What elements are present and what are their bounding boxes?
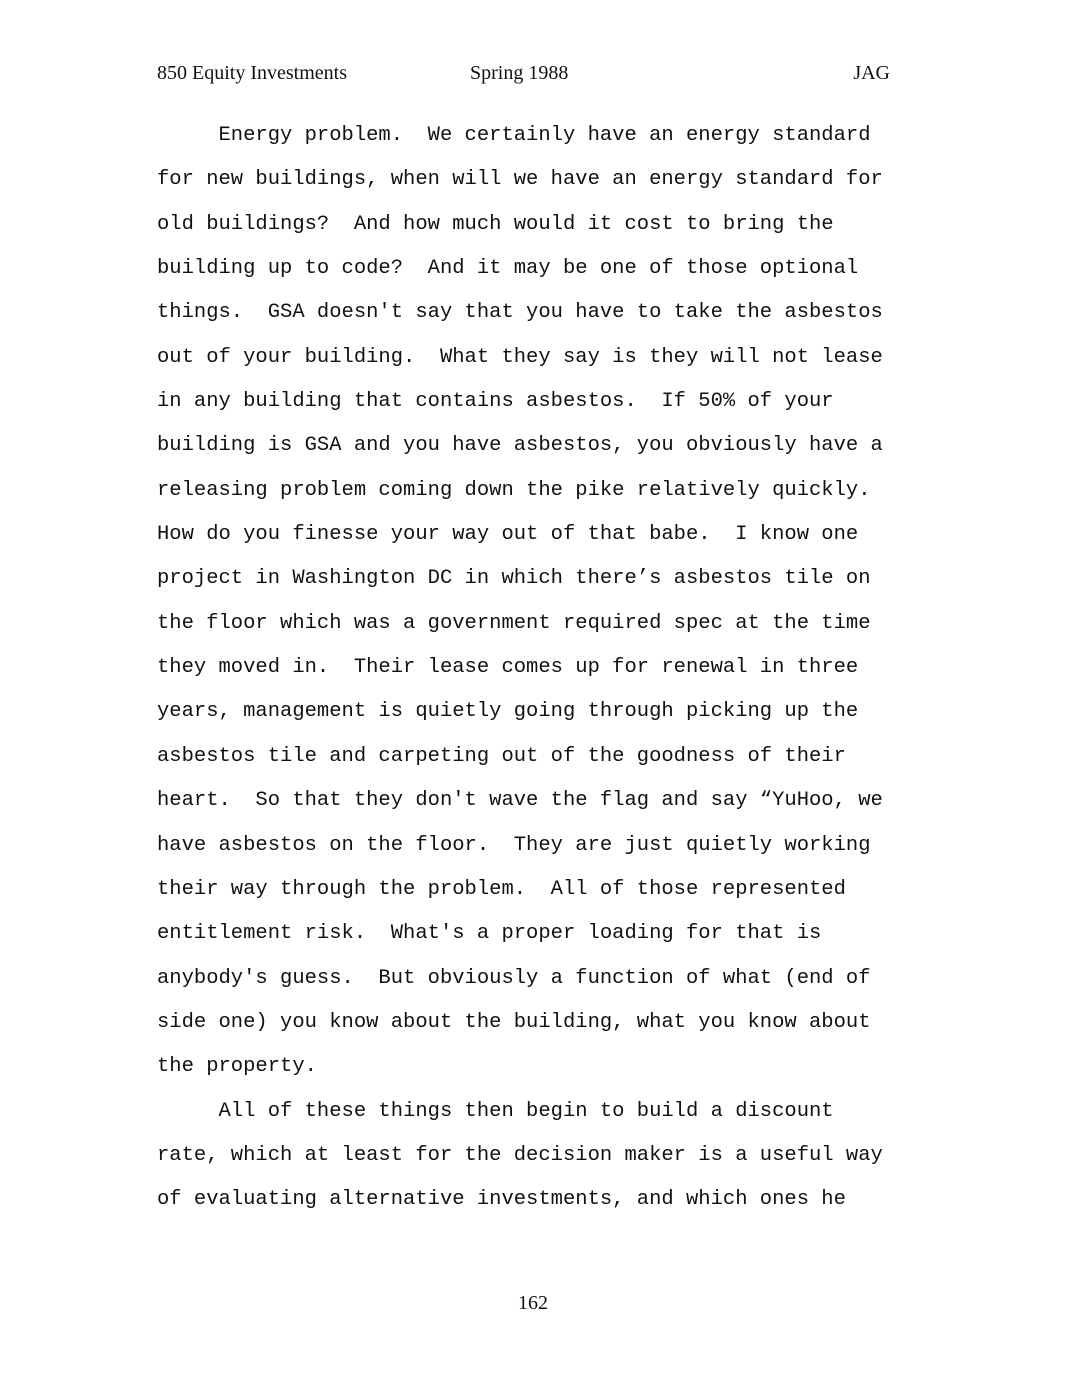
text-line: All of these things then begin to build a discount — [157, 1099, 834, 1123]
text-line: entitlement risk. What's a proper loading for that is — [157, 922, 822, 946]
text-line: building up to code? And it may be one of those optional — [157, 257, 859, 281]
text-line: years, management is quietly going through picking up the — [157, 700, 859, 724]
text-line: side one) you know about the building, what you know about — [157, 1010, 871, 1034]
text-line: heart. So that they don't wave the flag and say “YuHoo, we — [157, 789, 883, 813]
text-line: of evaluating alternative investments, and which ones he — [157, 1188, 846, 1212]
text-line: the property. — [157, 1055, 317, 1079]
text-line: How do you finesse your way out of that babe. I know one — [157, 523, 859, 547]
author-initials: JAG — [853, 62, 890, 84]
text-line: anybody's guess. But obviously a function of what (end of — [157, 966, 871, 990]
page-header — [157, 62, 890, 90]
text-line: Energy problem. We certainly have an energy standard — [157, 124, 871, 147]
text-line: old buildings? And how much would it cost to bring the — [157, 212, 834, 236]
text-line: rate, which at least for the decision maker is a useful way — [157, 1143, 883, 1167]
text-line: have asbestos on the floor. They are just quietly working — [157, 833, 871, 857]
text-line: their way through the problem. All of those represented — [157, 877, 846, 901]
text-line: asbestos tile and carpeting out of the goodness of their — [157, 744, 846, 768]
text-line: they moved in. Their lease comes up for renewal in three — [157, 656, 859, 680]
course-title: 850 Equity Investments — [157, 62, 347, 84]
transcript-body — [157, 114, 917, 1223]
text-line: in any building that contains asbestos. If 50% of your — [157, 390, 834, 414]
text-line: project in Washington DC in which there’s asbestos tile on — [157, 567, 871, 591]
text-line: building is GSA and you have asbestos, you obviously have a — [157, 434, 883, 458]
text-line: for new buildings, when will we have an energy standard for — [157, 168, 883, 192]
text-line: things. GSA doesn't say that you have to take the asbestos — [157, 301, 883, 325]
text-line: out of your building. What they say is they will not lease — [157, 345, 883, 369]
text-line: releasing problem coming down the pike relatively quickly. — [157, 478, 871, 502]
semester-label: Spring 1988 — [470, 62, 569, 84]
page-number: 162 — [518, 1292, 548, 1314]
text-line: the floor which was a government required spec at the time — [157, 611, 871, 635]
